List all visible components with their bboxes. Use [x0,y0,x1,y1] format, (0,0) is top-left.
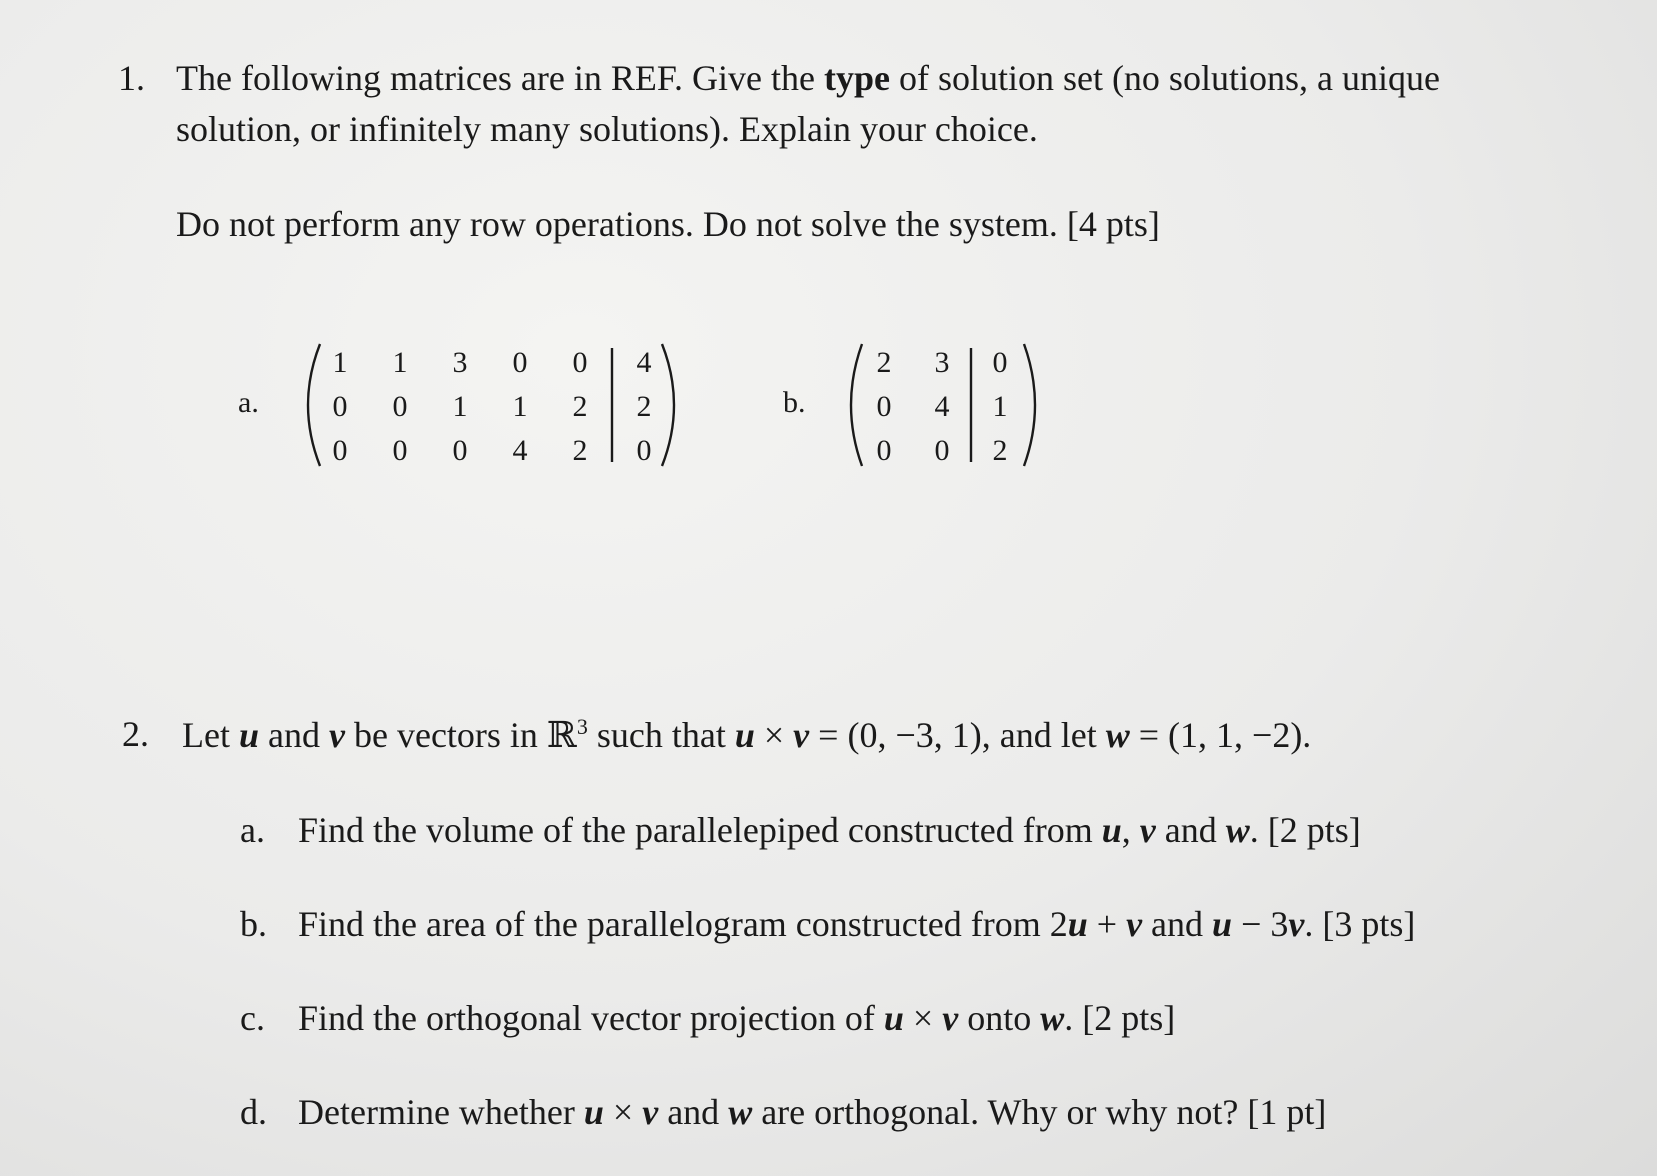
matrix-a-cell: 4 [636,346,652,379]
matrix-a-cell: 1 [512,390,528,423]
matrix-b-cell: 4 [934,390,950,423]
matrix-b-cell: 2 [876,346,892,379]
matrix-a-cell: 1 [332,346,348,379]
q2-a-text: Find the volume of the parallelepiped constructed from u, v and w. [2 pts] [298,810,1361,850]
matrix-b-cell: 0 [876,390,892,423]
matrix-a-cell: 0 [452,434,468,467]
matrix-a [298,340,684,470]
matrix-b-cell: 3 [934,346,950,379]
matrix-a-cell: 4 [512,434,528,467]
q1-instructions: Do not perform any row operations. Do not solve the system. [4 pts] [176,204,1160,244]
matrix-b-cell: 2 [992,434,1008,467]
q1-number: 1. [118,58,145,98]
matrix-a-cell: 0 [392,434,408,467]
matrix-a-cell: 2 [572,390,588,423]
matrix-b-cell: 1 [992,390,1008,423]
q2-statement: Let u and v be vectors in ℝ$^3$ such that u × v = (0, −3, 1), and let w = (1, 1, −2). [182,714,1312,755]
q1-b-label: b. [783,386,806,419]
matrix-a-cell: 0 [636,434,652,467]
q2-b-text: Find the area of the parallelogram constructed from 2u + v and u − 3v. [3 pts] [298,904,1416,944]
vector-v: v [329,715,345,755]
matrix-b [842,340,1044,470]
vector-w: w [1105,715,1130,755]
matrix-b-cell: 0 [992,346,1008,379]
matrix-a-cell: 1 [452,390,468,423]
real-numbers-symbol: ℝ [546,715,577,755]
q2-d-label: d. [240,1092,267,1132]
matrix-a-cell: 0 [512,346,528,379]
q2-a-label: a. [240,810,265,850]
matrix-a-cell: 0 [332,390,348,423]
matrix-a-cell: 1 [392,346,408,379]
matrix-a-cell: 0 [392,390,408,423]
matrix-a-cell: 3 [452,346,468,379]
q2-c-text: Find the orthogonal vector projection of u × v onto w. [2 pts] [298,998,1176,1038]
matrix-b-cell: 0 [876,434,892,467]
q1-a-label: a. [238,386,259,419]
q1-line1: The following matrices are in REF. Give the type of solution set (no solutions, a unique [176,58,1440,98]
q1-line2: solution, or infinitely many solutions). Explain your choice. [176,109,1038,149]
matrix-a-cell: 0 [332,434,348,467]
vector-u: u [238,715,260,755]
q2-c-label: c. [240,998,265,1038]
q2-b-label: b. [240,904,267,944]
q2-number: 2. [122,714,149,754]
matrix-a-cell: 2 [572,434,588,467]
q2-d-text: Determine whether u × v and w are orthogonal. Why or why not? [1 pt] [298,1092,1327,1132]
matrix-a-cell: 2 [636,390,652,423]
matrix-a-cell: 0 [572,346,588,379]
matrix-b-cell: 0 [934,434,950,467]
